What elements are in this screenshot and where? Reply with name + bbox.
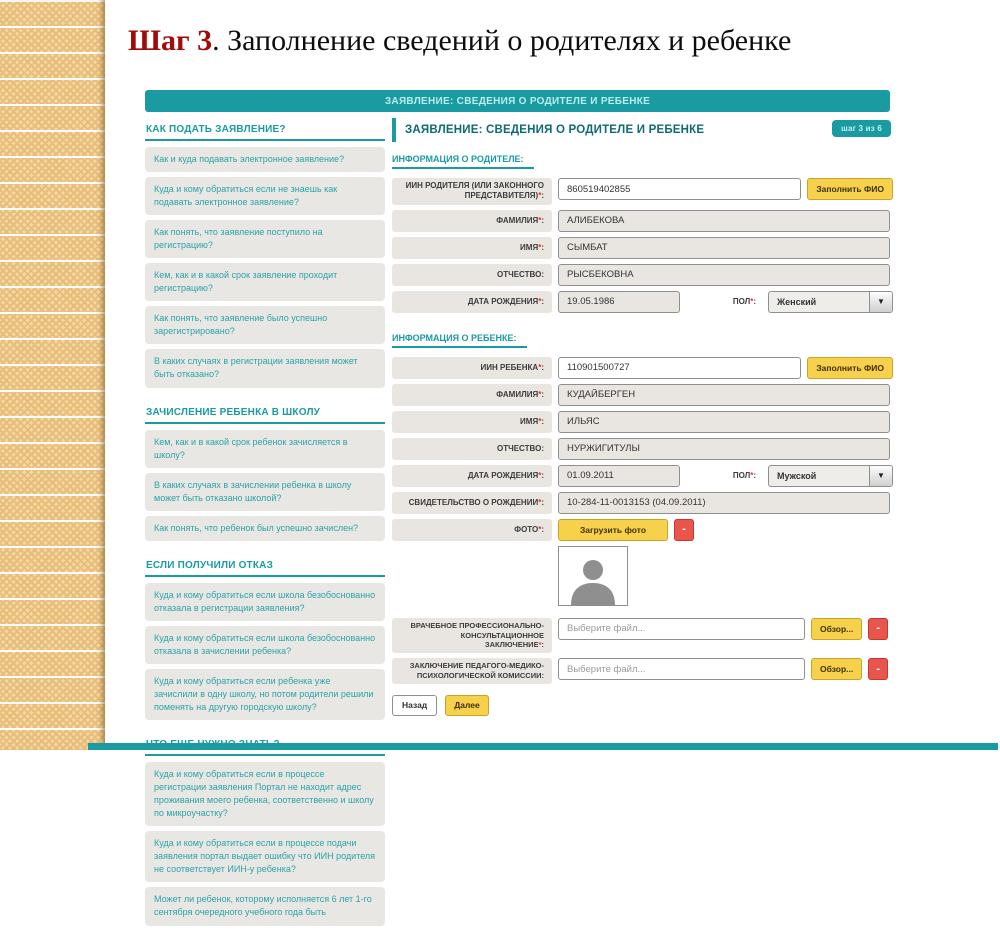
faq-item[interactable]: Куда и кому обратиться если ребенка уже зачислили в одну школу, но потом родители решили поменять на другую городскую школу? bbox=[145, 669, 385, 720]
parent-fill-fio-button[interactable]: Заполнить ФИО bbox=[807, 178, 893, 200]
child-patronymic-row bbox=[392, 438, 893, 460]
parent-iin-label: ИИН РОДИТЕЛЯ (ИЛИ ЗАКОННОГО ПРЕДСТАВИТЕЛЯ)*: bbox=[392, 178, 552, 205]
parent-patronymic-label: ОТЧЕСТВО: bbox=[392, 264, 552, 286]
sidebar-section-title: ЕСЛИ ПОЛУЧИЛИ ОТКАЗ bbox=[145, 554, 385, 577]
medical-conclusion-file-input[interactable] bbox=[558, 618, 805, 640]
sidebar-section-title: ЧТО ЕЩЕ НУЖНО ЗНАТЬ? bbox=[145, 733, 385, 756]
form-header-text: ЗАЯВЛЕНИЕ: СВЕДЕНИЯ О РОДИТЕЛЕ И РЕБЕНКЕ bbox=[405, 124, 705, 136]
pmpk-conclusion-file-input[interactable] bbox=[558, 658, 805, 680]
photo-placeholder bbox=[558, 546, 628, 606]
child-name-input[interactable] bbox=[558, 411, 890, 433]
parent-patronymic-input[interactable] bbox=[558, 264, 890, 286]
parent-name-label: ИМЯ*: bbox=[392, 237, 552, 259]
faq-item[interactable]: Куда и кому обратиться если школа безобоснованно отказала в регистрации заявления? bbox=[145, 583, 385, 621]
decorative-side-pattern bbox=[0, 0, 105, 750]
parent-surname-label: ФАМИЛИЯ*: bbox=[392, 210, 552, 232]
parent-name-input[interactable] bbox=[558, 237, 890, 259]
faq-item[interactable]: Куда и кому обратиться если в процессе регистрации заявления Портал не находит адрес проживания моего ребенка, соответственно и школу по микроучастку? bbox=[145, 762, 385, 826]
parent-iin-row bbox=[392, 178, 893, 205]
faq-item[interactable]: Как понять, что ребенок был успешно зачислен? bbox=[145, 516, 385, 541]
faq-item[interactable]: Кем, как и в какой срок ребенок зачисляется в школу? bbox=[145, 430, 385, 468]
child-iin-label: ИИН РЕБЕНКА*: bbox=[392, 357, 552, 379]
faq-item[interactable]: Как понять, что заявление поступило на регистрацию? bbox=[145, 220, 385, 258]
parent-gender-value: Женский bbox=[777, 296, 817, 307]
remove-photo-button[interactable]: - bbox=[674, 519, 694, 541]
application-form bbox=[392, 118, 893, 716]
child-name-row bbox=[392, 411, 893, 433]
banner-text: ЗАЯВЛЕНИЕ: СВЕДЕНИЯ О РОДИТЕЛЕ И РЕБЕНКЕ bbox=[384, 95, 651, 107]
parent-surname-input[interactable] bbox=[558, 210, 890, 232]
sidebar-section-title: КАК ПОДАТЬ ЗАЯВЛЕНИЕ? bbox=[145, 118, 385, 141]
faq-item[interactable]: В каких случаях в регистрации заявления может быть отказано? bbox=[145, 349, 385, 387]
faq-item[interactable]: Куда и кому обратиться если школа безобоснованно отказала в зачислении ребенка? bbox=[145, 626, 385, 664]
photo-label: ФОТО*: bbox=[392, 519, 552, 541]
pmpk-conclusion-label: ЗАКЛЮЧЕНИЕ ПЕДАГОГО-МЕДИКО-ПСИХОЛОГИЧЕСКОЙ КОМИССИИ: bbox=[392, 658, 552, 684]
step-badge: шаг 3 из 6 bbox=[832, 120, 891, 137]
child-iin-input[interactable] bbox=[558, 357, 801, 379]
chevron-down-icon: ▼ bbox=[869, 466, 892, 486]
faq-sidebar bbox=[145, 118, 385, 939]
child-gender-label: ПОЛ*: bbox=[732, 471, 756, 481]
child-surname-input[interactable] bbox=[558, 384, 890, 406]
faq-item[interactable]: Может ли ребенок, которому исполняется 6 лет 1-го сентября очередного учебного года быть bbox=[145, 887, 385, 925]
medical-conclusion-row bbox=[392, 618, 893, 653]
child-gender-group bbox=[686, 465, 893, 487]
upload-photo-button[interactable]: Загрузить фото bbox=[558, 519, 668, 541]
faq-item[interactable]: В каких случаях в зачислении ребенка в школу может быть отказано школой? bbox=[145, 473, 385, 511]
child-birthdate-row bbox=[392, 465, 893, 487]
child-gender-value: Мужской bbox=[777, 470, 817, 481]
sidebar-section-more-info bbox=[145, 733, 385, 925]
child-fill-fio-button[interactable]: Заполнить ФИО bbox=[807, 357, 893, 379]
parent-gender-select[interactable] bbox=[768, 291, 893, 313]
sidebar-section-title: ЗАЧИСЛЕНИЕ РЕБЕНКА В ШКОЛУ bbox=[145, 401, 385, 424]
title-text: . Заполнение сведений о родителях и ребенке bbox=[212, 24, 792, 57]
child-birthdate-input[interactable] bbox=[558, 465, 680, 487]
sidebar-section-how-to-apply bbox=[145, 118, 385, 388]
child-section bbox=[392, 325, 893, 684]
parent-birthdate-input[interactable] bbox=[558, 291, 680, 313]
child-birthdate-label: ДАТА РОЖДЕНИЯ*: bbox=[392, 465, 552, 487]
page-title bbox=[128, 24, 791, 58]
birth-certificate-label: СВИДЕТЕЛЬСТВО О РОЖДЕНИИ*: bbox=[392, 492, 552, 514]
pmpk-remove-button[interactable]: - bbox=[868, 658, 888, 680]
parent-name-row bbox=[392, 237, 893, 259]
sidebar-section-enrollment bbox=[145, 401, 385, 541]
back-button[interactable]: Назад bbox=[392, 695, 437, 716]
medical-browse-button[interactable]: Обзор... bbox=[811, 618, 862, 640]
step-number: Шаг 3 bbox=[128, 24, 213, 57]
next-button[interactable]: Далее bbox=[445, 695, 489, 716]
parent-birthdate-row bbox=[392, 291, 893, 313]
parent-birthdate-label: ДАТА РОЖДЕНИЯ*: bbox=[392, 291, 552, 313]
child-iin-row bbox=[392, 357, 893, 379]
child-patronymic-input[interactable] bbox=[558, 438, 890, 460]
faq-item[interactable]: Куда и кому обратиться если в процессе подачи заявления портал выдает ошибку что ИИН родителя не соответствует ИИН-у ребенка? bbox=[145, 831, 385, 882]
faq-item[interactable]: Кем, как и в какой срок заявление проходит регистрацию? bbox=[145, 263, 385, 301]
birth-certificate-input[interactable] bbox=[558, 492, 890, 514]
faq-item[interactable]: Как и куда подавать электронное заявление? bbox=[145, 147, 385, 172]
child-surname-row bbox=[392, 384, 893, 406]
top-banner bbox=[145, 90, 890, 112]
sidebar-section-refusal bbox=[145, 554, 385, 720]
parent-gender-label: ПОЛ*: bbox=[732, 297, 756, 307]
faq-item[interactable]: Куда и кому обратиться если не знаешь как подавать электронное заявление? bbox=[145, 177, 385, 215]
child-name-label: ИМЯ*: bbox=[392, 411, 552, 433]
parent-section-title: ИНФОРМАЦИЯ О РОДИТЕЛЕ: bbox=[392, 152, 534, 169]
child-section-title: ИНФОРМАЦИЯ О РЕБЕНКЕ: bbox=[392, 331, 527, 348]
form-navigation bbox=[392, 695, 893, 716]
photo-row bbox=[392, 519, 893, 541]
person-silhouette-icon bbox=[566, 555, 620, 605]
parent-iin-input[interactable] bbox=[558, 178, 801, 200]
child-gender-select[interactable] bbox=[768, 465, 893, 487]
medical-conclusion-label: ВРАЧЕБНОЕ ПРОФЕССИОНАЛЬНО-КОНСУЛЬТАЦИОННОЕ ЗАКЛЮЧЕНИЕ*: bbox=[392, 618, 552, 653]
child-patronymic-label: ОТЧЕСТВО: bbox=[392, 438, 552, 460]
pmpk-conclusion-row bbox=[392, 658, 893, 684]
chevron-down-icon: ▼ bbox=[869, 292, 892, 312]
child-surname-label: ФАМИЛИЯ*: bbox=[392, 384, 552, 406]
birth-certificate-row bbox=[392, 492, 893, 514]
parent-gender-group bbox=[686, 291, 893, 313]
parent-patronymic-row bbox=[392, 264, 893, 286]
faq-item[interactable]: Как понять, что заявление было успешно зарегистрировано? bbox=[145, 306, 385, 344]
pmpk-browse-button[interactable]: Обзор... bbox=[811, 658, 862, 680]
medical-remove-button[interactable]: - bbox=[868, 618, 888, 640]
parent-surname-row bbox=[392, 210, 893, 232]
form-header bbox=[392, 118, 893, 142]
